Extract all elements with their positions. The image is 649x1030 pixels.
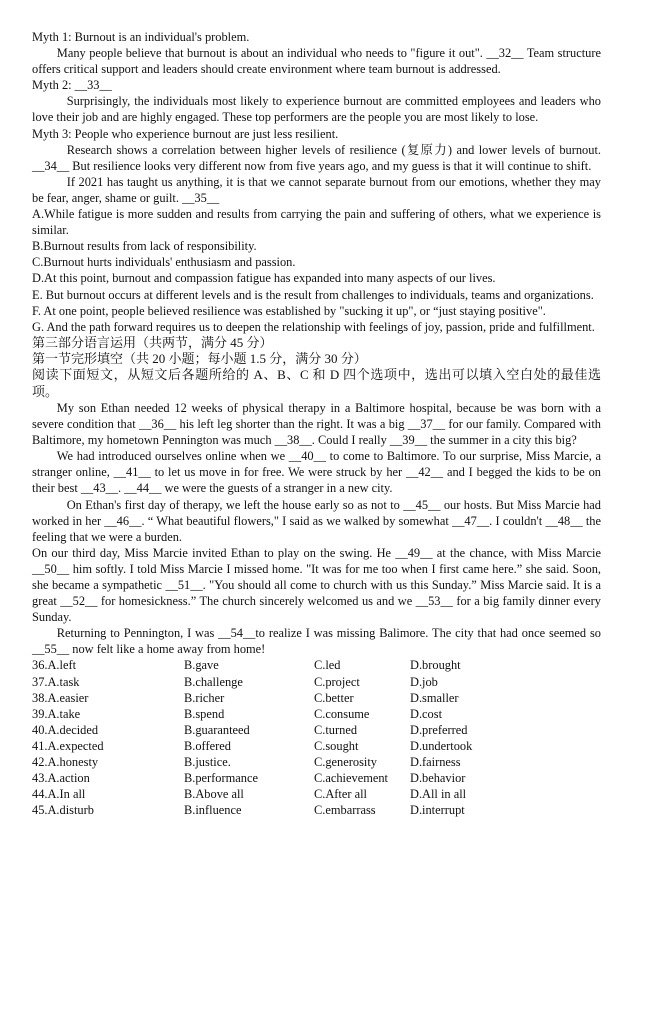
- option-choice: 44.A.In all: [32, 787, 86, 802]
- paragraph: E. But burnout occurs at different levels and is the result from challenges to individuals, teams and organizations.: [32, 287, 594, 302]
- option-choice: B.offered: [184, 738, 231, 753]
- section-heading: 第三部分语言运用（共两节，满分 45 分）: [32, 334, 273, 350]
- option-choice: 45.A.disturb: [32, 803, 94, 818]
- paragraph: Myth 1: Burnout is an individual's problem.: [32, 30, 250, 44]
- option-choice: 43.A.action: [32, 771, 90, 786]
- option-choice: D.undertook: [410, 738, 473, 753]
- option-row: [32, 722, 601, 738]
- option-choice: B.spend: [184, 706, 225, 721]
- option-choice: C.led: [314, 658, 341, 673]
- option-choice: 41.A.expected: [32, 738, 104, 753]
- paragraph: On Ethan's first day of therapy, we left the house early so as not to __45__ our hosts. But Miss Marcie had worked in her __46__. “ What beautiful flowers," I said as we walked by somewhat __47__. I couldn't __48__ the feeling that we were a burden.: [32, 497, 601, 544]
- paragraph: We had introduced ourselves online when we __40__ to come to Baltimore. To our surprise, Miss Marcie, a stranger online, __41__ to let us move in for free. We were struck by her __42__ and I begged the kids to be on their best __43__. __44__ we were the guests of a stranger in a new city.: [32, 449, 601, 496]
- option-choice: D.brought: [410, 658, 461, 673]
- paragraph: B.Burnout results from lack of responsibility.: [32, 239, 257, 254]
- paragraph: C.Burnout hurts individuals' enthusiasm and passion.: [32, 255, 296, 270]
- option-choice: D.All in all: [410, 787, 467, 802]
- option-choice: B.guaranteed: [184, 722, 250, 737]
- paragraph: Returning to Pennington, I was __54__to realize I was missing Balimore. The city that had once seemed so __55__ now felt like a home away from home!: [32, 626, 601, 657]
- option-choice: 38.A.easier: [32, 690, 89, 705]
- option-row: [32, 738, 601, 754]
- option-row: [32, 690, 601, 706]
- option-choice: D.interrupt: [410, 803, 465, 818]
- section-heading: 第一节完形填空（共 20 小题；每小题 1.5 分，满分 30 分）: [32, 351, 367, 367]
- option-choice: B.gave: [184, 658, 219, 673]
- option-row: [32, 674, 601, 690]
- option-choice: C.embarrass: [314, 803, 376, 818]
- paragraph: G. And the path forward requires us to deepen the relationship with feelings of joy, passion, pride and fulfillment.: [32, 319, 595, 334]
- paragraph: Research shows a correlation between higher levels of resilience (复原力) and lower levels of burnout. __34__ But resilience looks very different now from five years ago, and my guess is that it will continue to shift.: [32, 142, 601, 173]
- paragraph: If 2021 has taught us anything, it is that we cannot separate burnout from our emotions, whether they may be fear, anger, shame or guilt. __35__: [32, 174, 601, 205]
- option-choice: C.After all: [314, 787, 367, 802]
- option-choice: D.preferred: [410, 722, 468, 737]
- option-choice: B.richer: [184, 690, 225, 705]
- option-choice: D.fairness: [410, 755, 461, 770]
- option-row: [32, 802, 601, 818]
- paragraph: Surprisingly, the individuals most likely to experience burnout are committed employees and leaders who love their job and are highly engaged. These top performers are the people you are most likely to lose.: [32, 94, 601, 125]
- option-choice: C.achievement: [314, 771, 388, 786]
- option-row: [32, 706, 601, 722]
- paragraph: A.While fatigue is more sudden and results from carrying the pain and suffering of others, what we experience is similar.: [32, 207, 601, 238]
- section-heading: 阅读下面短文，从短文后各题所给的 A、B、C 和 D 四个选项中，选出可以填入空白处的最佳选项。: [32, 367, 601, 399]
- option-choice: C.sought: [314, 738, 359, 753]
- option-choice: C.project: [314, 674, 360, 689]
- option-choice: 40.A.decided: [32, 722, 99, 737]
- options-list: [32, 657, 601, 818]
- option-choice: B.Above all: [184, 787, 244, 802]
- option-choice: 37.A.task: [32, 674, 80, 689]
- option-choice: 36.A.left: [32, 658, 77, 673]
- paragraph: Many people believe that burnout is about an individual who needs to "figure it out". __32__ Team structure offers critical support and leaders should create environment where team burnout is addressed.: [32, 46, 601, 77]
- reading-passage: [32, 29, 601, 657]
- option-choice: B.performance: [184, 771, 258, 786]
- option-choice: D.behavior: [410, 771, 466, 786]
- paragraph: My son Ethan needed 12 weeks of physical therapy in a Baltimore hospital, because be was born with a severe condition that __36__ his left leg shorter than the right. It was a big __37__ for our family. Compared with Baltimore, my hometown Pennington was much __38__. Could I really __39__ the summer in a city this big?: [32, 400, 601, 448]
- option-choice: 39.A.take: [32, 706, 81, 721]
- option-choice: C.better: [314, 690, 354, 705]
- paragraph: Myth 2: __33__: [32, 78, 112, 93]
- option-choice: D.cost: [410, 706, 443, 721]
- paragraph: D.At this point, burnout and compassion fatigue has expanded into many aspects of our lives.: [32, 271, 496, 286]
- option-choice: D.job: [410, 674, 438, 689]
- paragraph: Myth 3: People who experience burnout are just less resilient.: [32, 126, 339, 141]
- option-row: [32, 786, 601, 802]
- option-choice: C.generosity: [314, 755, 377, 770]
- paragraph: On our third day, Miss Marcie invited Ethan to play on the swing. He __49__ at the chance, with Miss Marcie __50__ him softly. I told Miss Marcie I missed home. "It was for me too when I first came here.” she said. Soon, she became a sympathetic __51__. "You should all come to church with us this Sunday.” Miss Marcie said. It is a great __52__ for homesickness.” The church sincerely welcomed us and we __53__ for a big family dinner every Sunday.: [32, 545, 601, 625]
- option-choice: C.turned: [314, 722, 358, 737]
- option-choice: 42.A.honesty: [32, 755, 99, 770]
- option-choice: C.consume: [314, 706, 370, 721]
- option-choice: B.justice.: [184, 755, 231, 770]
- option-row: [32, 770, 601, 786]
- option-choice: B.challenge: [184, 674, 243, 689]
- option-choice: D.smaller: [410, 690, 459, 705]
- option-choice: B.influence: [184, 803, 242, 818]
- option-row: [32, 657, 601, 673]
- paragraph: F. At one point, people believed resilience was established by "sucking it up", or “just staying positive".: [32, 303, 546, 318]
- option-row: [32, 754, 601, 770]
